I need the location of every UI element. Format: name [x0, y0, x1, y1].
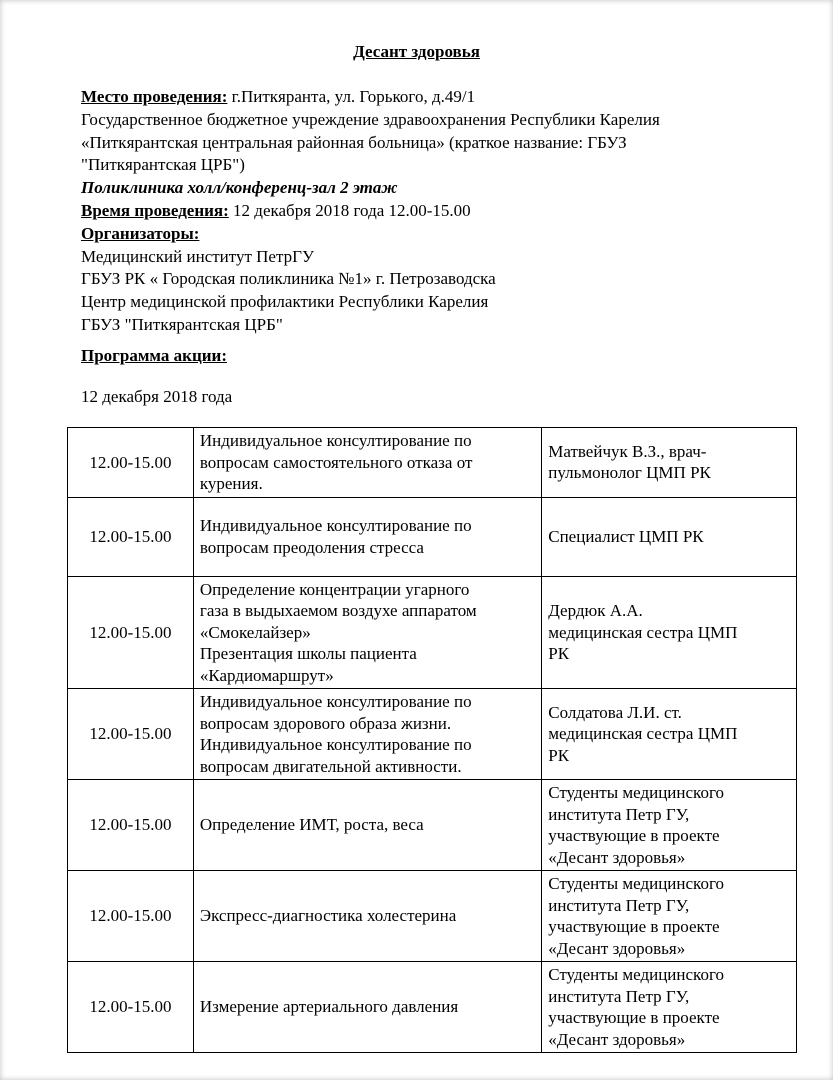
- responsible-line: участвующие в проекте: [548, 826, 720, 845]
- responsible-line: Солдатова Л.И. ст.: [548, 702, 682, 722]
- activity-line: «Смокелайзер»: [199, 622, 311, 642]
- schedule-time: 12.00-15.00: [68, 689, 194, 780]
- organizer-item: Центр медицинской профилактики Республики Карелия: [81, 292, 489, 312]
- responsible-line: Студенты медицинского: [548, 965, 724, 984]
- activity-line: Определение ИМТ, роста, веса: [199, 815, 424, 835]
- responsible-line: РК: [548, 745, 570, 765]
- activity-line: «Кардиомаршрут»: [199, 665, 334, 685]
- schedule-activity: [193, 576, 541, 689]
- activity-line: вопросам здорового образа жизни.: [199, 713, 452, 733]
- document-title: Десант здоровья: [353, 42, 480, 61]
- activity-line: Индивидуальное консултирование по: [199, 431, 472, 450]
- schedule-activity: [193, 428, 541, 498]
- venue-hall: Поликлиника холл/конференц-зал 2 этаж: [81, 178, 398, 198]
- venue-institution-name: «Питкярантская центральная районная больница» (краткое название: ГБУЗ: [81, 132, 627, 152]
- responsible-line: Студенты медицинского: [548, 874, 724, 893]
- organizer-item: ГБУЗ "Питкярантская ЦРБ": [81, 314, 283, 334]
- activity-line: Индивидуальное консултирование по: [199, 735, 472, 754]
- responsible-line: РК: [548, 644, 570, 663]
- responsible-line: участвующие в проекте: [548, 917, 720, 936]
- schedule-responsible: [542, 780, 797, 871]
- organizer-item: ГБУЗ РК « Городская поликлиника №1» г. Петрозаводска: [81, 269, 496, 289]
- responsible-line: Дердюк А.А.: [548, 601, 643, 620]
- schedule-time: 12.00-15.00: [68, 576, 194, 689]
- venue-address: г.Питкяранта, ул. Горького, д.49/1: [227, 87, 476, 106]
- responsible-line: медицинская сестра ЦМП: [548, 724, 738, 744]
- schedule-body: [68, 428, 797, 1053]
- schedule-row: [68, 428, 797, 498]
- time-line: [81, 200, 781, 223]
- schedule-time: 12.00-15.00: [68, 428, 194, 498]
- schedule-responsible: [542, 497, 797, 576]
- schedule-time: 12.00-15.00: [68, 780, 194, 871]
- venue-short-name: "Питкярантская ЦРБ"): [81, 155, 245, 175]
- schedule-time: 12.00-15.00: [68, 871, 194, 962]
- schedule-table: [67, 427, 797, 1053]
- schedule-activity: [193, 962, 541, 1053]
- responsible-line: Студенты медицинского: [548, 783, 724, 802]
- venue-institution-line: Государственное бюджетное учреждение здравоохранения Республики Карелия: [81, 109, 660, 129]
- schedule-responsible: [542, 576, 797, 689]
- responsible-line: «Десант здоровья»: [548, 1029, 686, 1049]
- activity-line: вопросам самостоятельного отказа от: [199, 452, 473, 472]
- activity-line: Измерение артериального давления: [199, 997, 459, 1017]
- responsible-line: института Петр ГУ,: [548, 804, 690, 824]
- program-title: Программа акции:: [81, 346, 227, 365]
- responsible-line: Специалист ЦМП РК: [548, 526, 704, 546]
- responsible-line: Матвейчук В.З., врач-: [548, 441, 707, 461]
- schedule-row: [68, 780, 797, 871]
- schedule-responsible: [542, 871, 797, 962]
- schedule-row: [68, 689, 797, 780]
- schedule-time: 12.00-15.00: [68, 962, 194, 1053]
- time-label: Время проведения:: [81, 200, 229, 220]
- responsible-line: пульмонолог ЦМП РК: [548, 463, 711, 483]
- schedule-activity: [193, 780, 541, 871]
- activity-line: курения.: [199, 474, 263, 493]
- responsible-line: института Петр ГУ,: [548, 895, 690, 915]
- activity-line: Экспресс-диагностика холестерина: [199, 906, 457, 926]
- responsible-line: института Петр ГУ,: [548, 986, 690, 1006]
- event-details: [81, 86, 781, 337]
- schedule-activity: [193, 871, 541, 962]
- schedule-activity: [193, 689, 541, 780]
- schedule-time: 12.00-15.00: [68, 497, 194, 576]
- schedule-row: [68, 576, 797, 689]
- schedule-activity: [193, 497, 541, 576]
- responsible-line: участвующие в проекте: [548, 1008, 720, 1027]
- schedule-responsible: [542, 962, 797, 1053]
- schedule-row: [68, 871, 797, 962]
- activity-line: Индивидуальное консултирование по: [199, 692, 472, 711]
- activity-line: вопросам преодоления стресса: [199, 537, 424, 557]
- organizers-label: Организаторы:: [81, 223, 200, 243]
- time-value: 12 декабря 2018 года 12.00-15.00: [228, 200, 471, 220]
- responsible-line: «Десант здоровья»: [548, 847, 686, 867]
- activity-line: Определение концентрации угарного: [199, 579, 470, 599]
- schedule-responsible: [542, 689, 797, 780]
- responsible-line: «Десант здоровья»: [548, 938, 686, 958]
- activity-line: газа в выдыхаемом воздухе аппаратом: [199, 601, 477, 620]
- responsible-line: медицинская сестра ЦМП: [548, 622, 738, 642]
- activity-line: вопросам двигательной активности.: [199, 756, 462, 776]
- schedule-row: [68, 497, 797, 576]
- program-date: 12 декабря 2018 года: [81, 387, 233, 406]
- organizer-item: Медицинский институт ПетрГУ: [81, 246, 314, 266]
- activity-line: Индивидуальное консултирование по: [199, 516, 472, 535]
- venue-label: Место проведения:: [81, 87, 228, 106]
- venue-line: [81, 86, 781, 109]
- schedule-row: [68, 962, 797, 1053]
- activity-line: Презентация школы пациента: [199, 644, 417, 663]
- schedule-responsible: [542, 428, 797, 498]
